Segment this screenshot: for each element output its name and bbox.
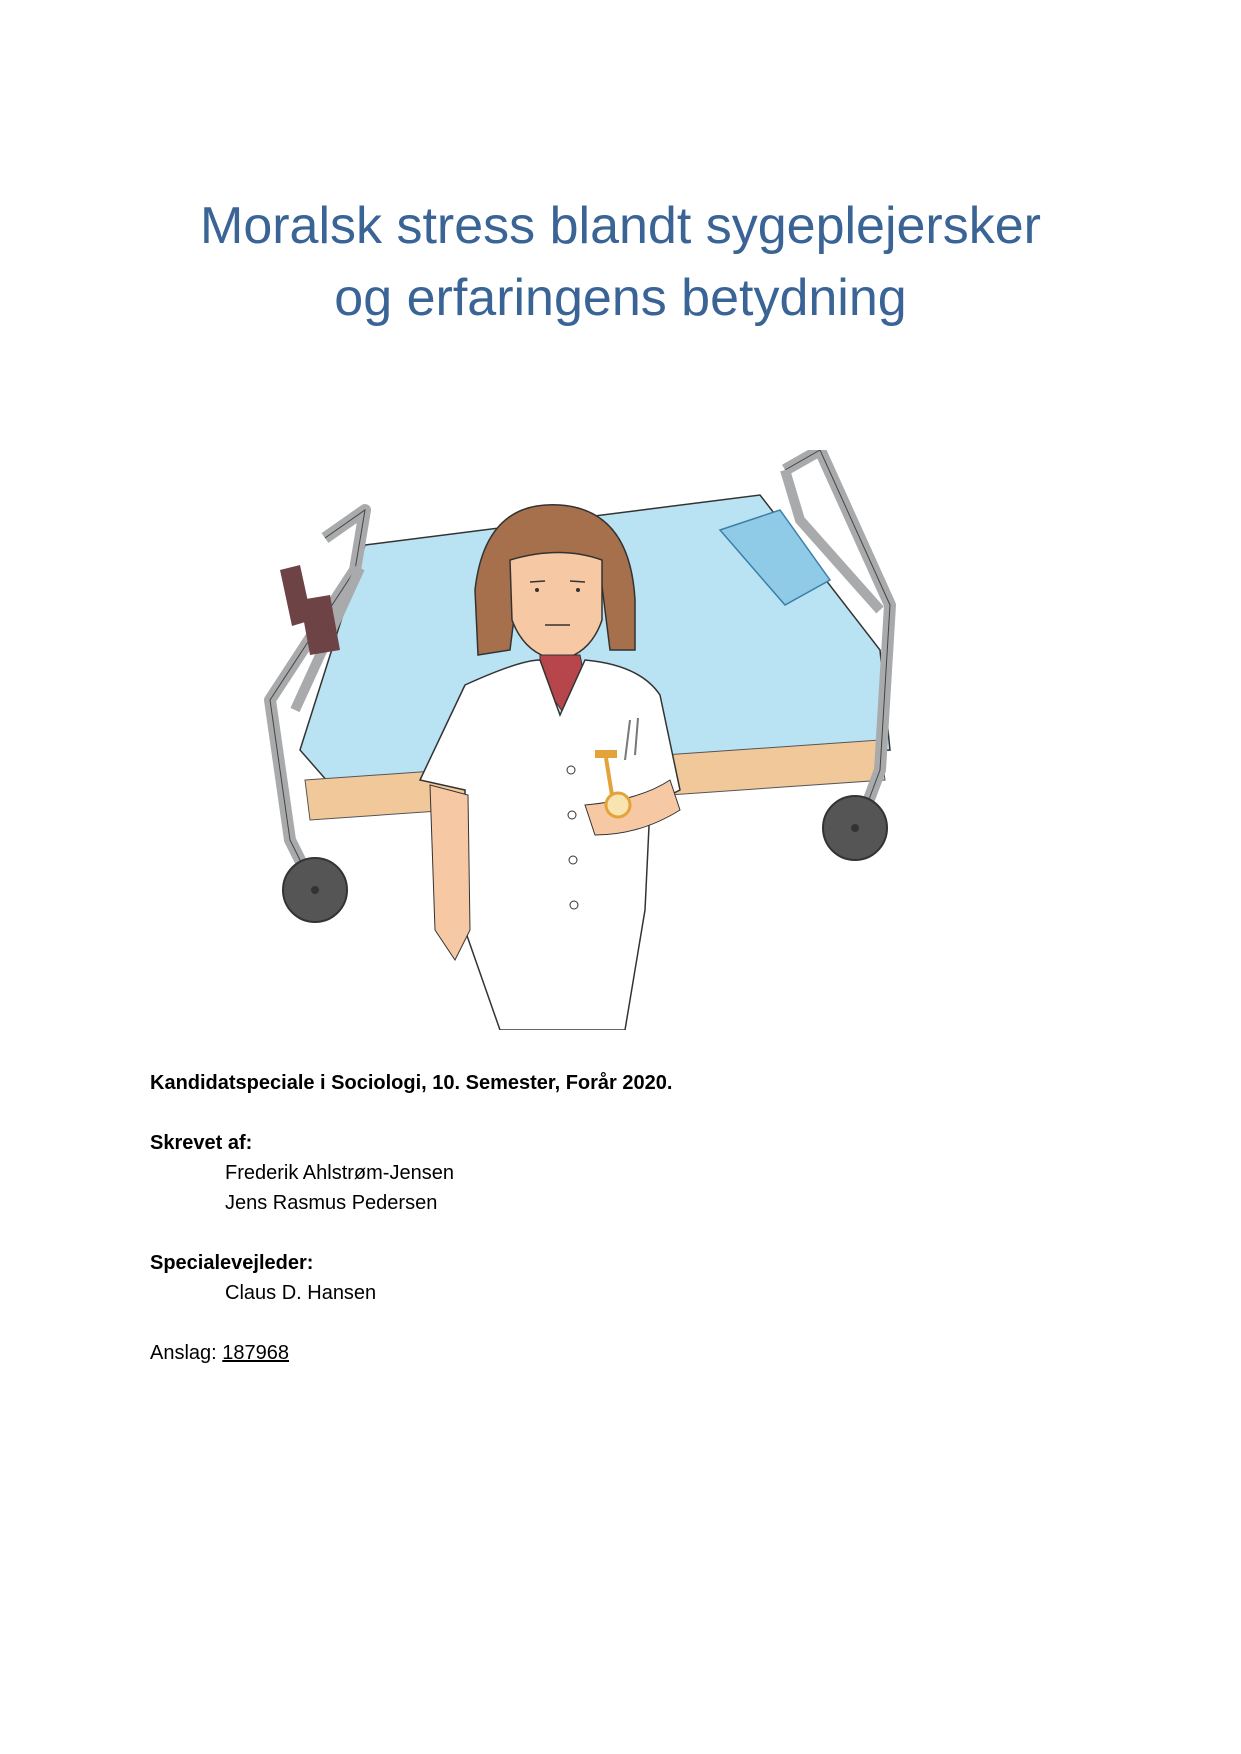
supervisor-name: Claus D. Hansen <box>225 1282 377 1304</box>
document-meta <box>150 1068 672 1368</box>
character-count <box>150 1338 672 1368</box>
nurse-bed-illustration <box>240 450 1000 1030</box>
title-line-2: og erfaringens betydning <box>334 269 907 327</box>
character-count-label: Anslag: <box>150 1342 217 1364</box>
author-2: Jens Rasmus Pedersen <box>225 1192 438 1214</box>
author-1: Frederik Ahlstrøm-Jensen <box>225 1162 454 1184</box>
supervisor-label: Specialevejleder: <box>150 1252 314 1274</box>
title-line-1: Moralsk stress blandt sygeplejersker <box>200 197 1041 255</box>
subtitle: Kandidatspeciale i Sociologi, 10. Semester, Forår 2020. <box>150 1072 673 1094</box>
character-count-value: 187968 <box>222 1342 290 1364</box>
document-title <box>0 190 1241 334</box>
authors-label: Skrevet af: <box>150 1132 253 1154</box>
